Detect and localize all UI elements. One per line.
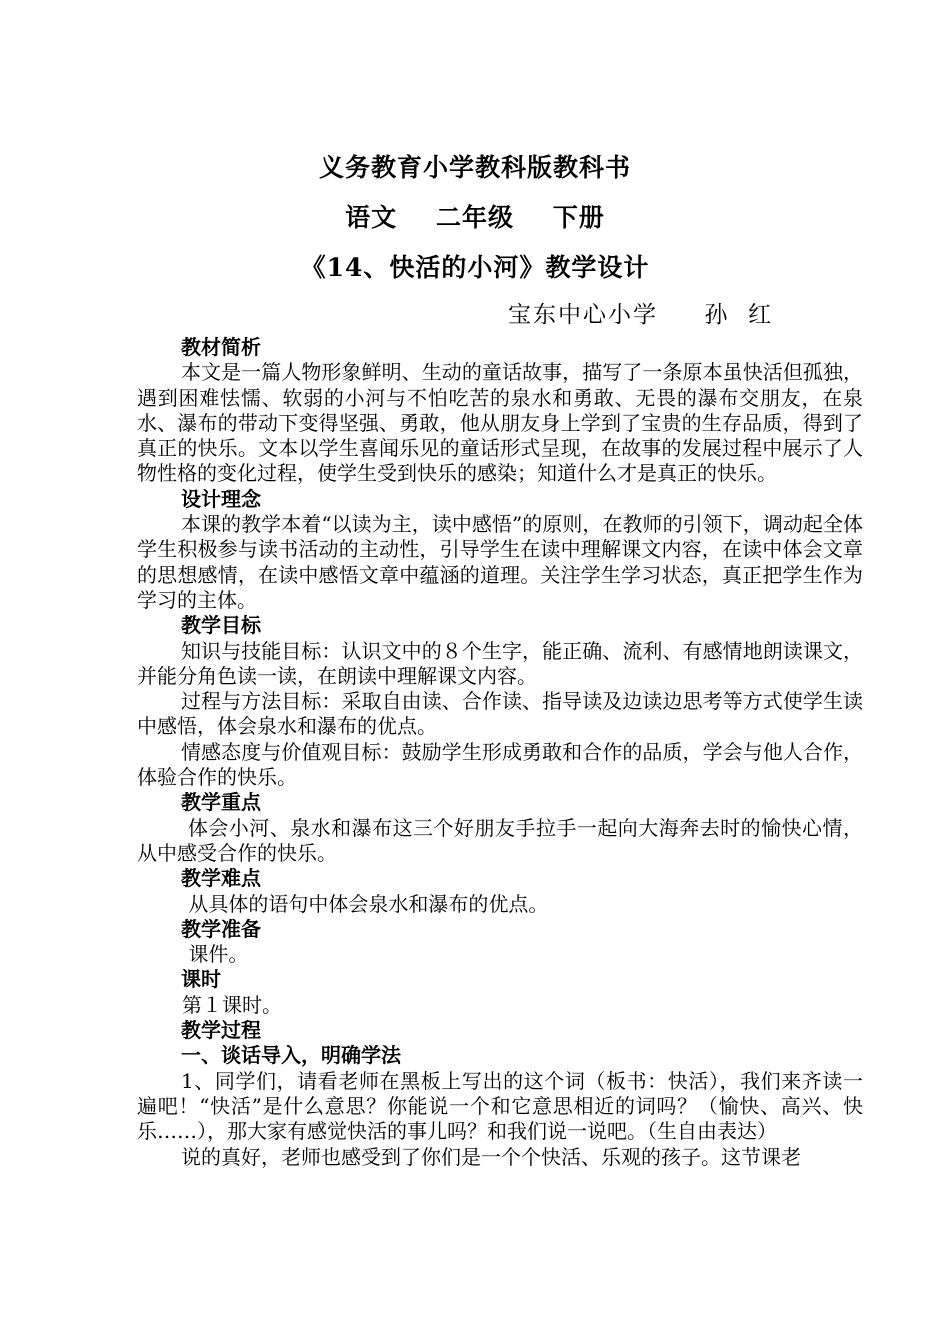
process-subheading: 一、谈话导入，明确学法 xyxy=(181,1043,401,1068)
document-title: 义务教育小学教科版教科书 xyxy=(318,153,631,182)
analysis-paragraph: 本文是一篇人物形象鲜明、生动的童话故事，描写了一条原本虽快活但孤独，遇到困难怯懦、软弱的小河与不怕吃苦的泉水和勇敢、无畏的瀑布交朋友，在泉水、瀑布的带动下变得坚强、勇敢，他从朋友身上学到了宝贵的生存品质，得到了真正的快乐。文本以学生喜闻乐见的童话形式呈现，在故事的发展过程中展示了人物性格的变化过程，使学生受到快乐的感染；知道什么才是真正的快乐。 xyxy=(137,360,863,486)
section-heading-periods: 课时 xyxy=(181,967,221,992)
document-body xyxy=(137,335,863,1170)
subject-grade-title: 语文 二年级 下册 xyxy=(345,203,605,232)
difficulty-paragraph: 从具体的语句中体会泉水和瀑布的优点。 xyxy=(182,891,549,916)
objective-process: 过程与方法目标：采取自由读、合作读、指导读及边读边思考等方式使学生读中感悟，体会泉水和瀑布的优点。 xyxy=(137,689,863,739)
process-paragraph-2: 说的真好，老师也感受到了你们是一个个快活、乐观的孩子。这节课老 xyxy=(181,1144,801,1169)
lesson-title: 《14、快活的小河》教学设计 xyxy=(300,253,650,282)
preparation-paragraph: 课件。 xyxy=(182,942,249,967)
periods-paragraph: 第１课时。 xyxy=(182,992,282,1017)
key-points-paragraph: 体会小河、泉水和瀑布这三个好朋友手拉手一起向大海奔去时的愉快心情，从中感受合作的快乐。 xyxy=(137,815,864,865)
section-heading-process: 教学过程 xyxy=(181,1018,261,1043)
objective-knowledge: 知识与技能目标：认识文中的８个生字，能正确、流利、有感情地朗读课文，并能分角色读一读，在朗读中理解课文内容。 xyxy=(137,638,863,688)
section-heading-objectives: 教学目标 xyxy=(181,613,261,638)
section-heading-analysis: 教材简析 xyxy=(181,335,261,359)
section-heading-difficulty: 教学难点 xyxy=(181,866,261,891)
author-line: 宝东中心小学 孙 红 xyxy=(508,302,774,328)
section-heading-concept: 设计理念 xyxy=(181,486,261,511)
process-paragraph-1: 1、同学们，请看老师在黑板上写出的这个词（板书：快活），我们来齐读一遍吧！“快活”是什么意思？你能说一个和它意思相近的词吗？（愉快、高兴、快乐……），那大家有感觉快活的事儿吗？和我们说一说吧。（生自由表达） xyxy=(137,1068,863,1144)
section-heading-preparation: 教学准备 xyxy=(181,916,261,941)
concept-paragraph: 本课的教学本着“以读为主，读中感悟”的原则，在教师的引领下，调动起全体学生积极参与读书活动的主动性，引导学生在读中理解课文内容，在读中体会文章的思想感情，在读中感悟文章中蕴涵的道理。关注学生学习状态，真正把学生作为学习的主体。 xyxy=(137,512,863,612)
section-heading-key-points: 教学重点 xyxy=(181,790,261,815)
objective-emotion: 情感态度与价值观目标：鼓励学生形成勇敢和合作的品质，学会与他人合作，体验合作的快乐。 xyxy=(137,739,863,790)
